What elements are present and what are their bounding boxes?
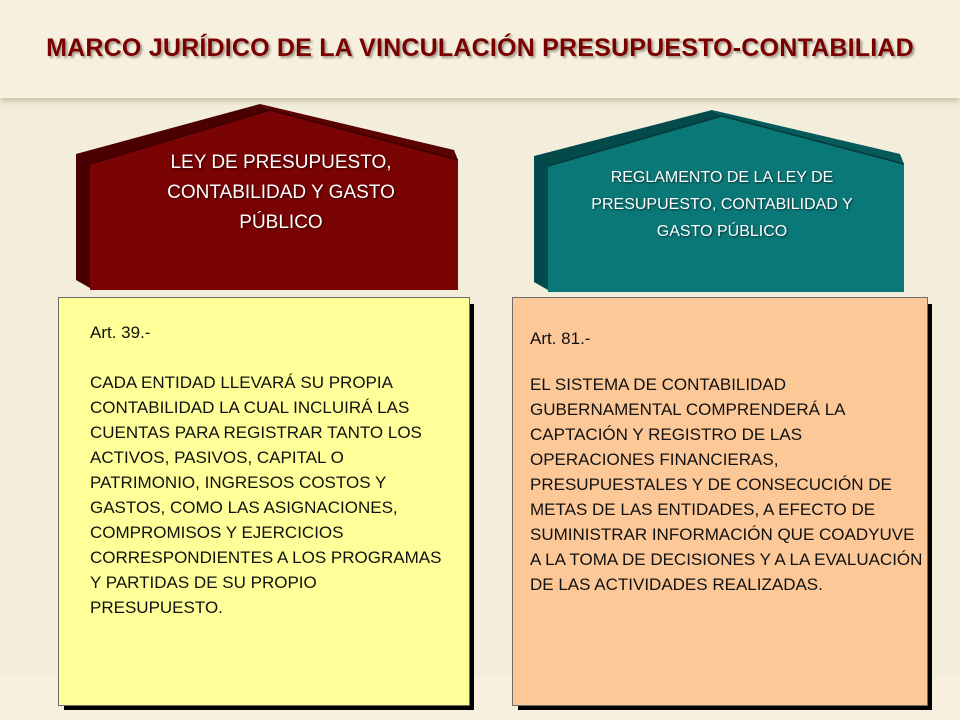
right-article-number: Art. 81.-: [530, 329, 591, 348]
left-article-number: Art. 39.-: [90, 323, 151, 342]
left-house-label: LEY DE PRESUPUESTO, CONTABILIDAD Y GASTO PÚBLICO: [167, 152, 395, 233]
slide-title: MARCO JURÍDICO DE LA VINCULACIÓN PRESUPUESTO-CONTABILIAD: [46, 34, 914, 62]
right-article-body: EL SISTEMA DE CONTABILIDAD GUBERNAMENTAL COMPRENDERÁ LA CAPTACIÓN Y REGISTRO DE LAS OPERACIONES FINANCIERAS, PRESUPUESTALES Y DE CONSECUCIÓN DE METAS DE LAS ENTIDADES, A EFECTO DE SUMINISTRAR INFORMACIÓN QUE COADYUVE A LA TOMA DE DECISIONES Y A LA EVALUACIÓN DE LAS ACTIVIDADES REALIZADAS.: [530, 375, 923, 594]
right-house-label: REGLAMENTO DE LA LEY DE PRESUPUESTO, CONTABILIDAD Y GASTO PÚBLICO: [591, 169, 853, 240]
left-article-body: CADA ENTIDAD LLEVARÁ SU PROPIA CONTABILIDAD LA CUAL INCLUIRÁ LAS CUENTAS PARA REGISTRAR TANTO LOS ACTIVOS, PASIVOS, CAPITAL O PATRIMONIO, INGRESOS COSTOS Y GASTOS, COMO LAS ASIGNACIONES, COMPROMISOS Y EJERCICIOS CORRESPONDIENTES A LOS PROGRAMAS Y PARTIDAS DE SU PROPIO PRESUPUESTO.: [90, 373, 442, 617]
